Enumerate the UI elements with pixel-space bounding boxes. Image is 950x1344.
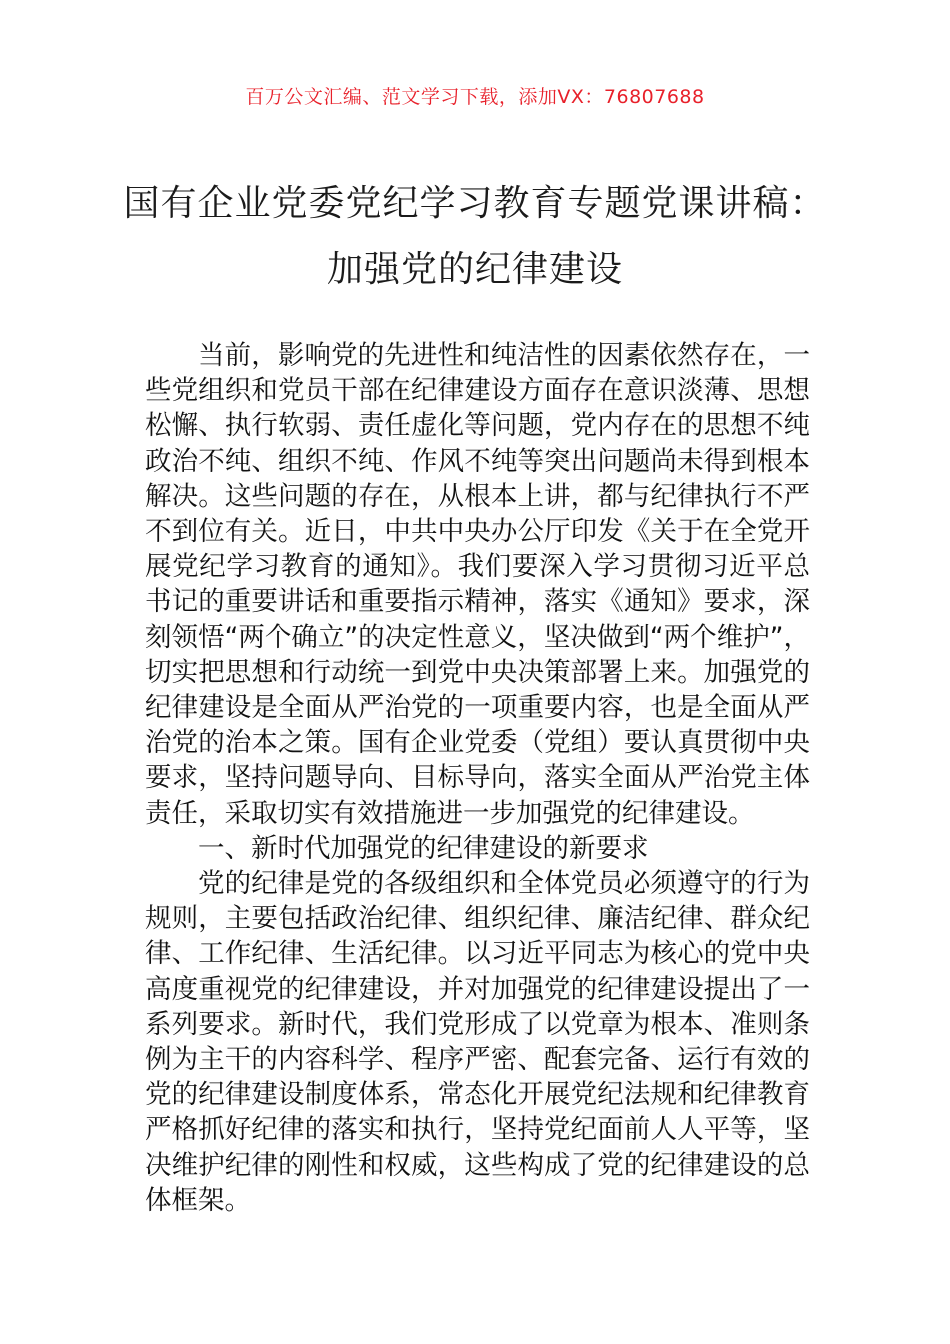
document-title-line-1: 国有企业党委党纪学习教育专题党课讲稿： <box>123 183 827 224</box>
paragraph-intro: 当前，影响党的先进性和纯洁性的因素依然存在，一些党组织和党员干部在纪律建设方面存在意识淡薄、思想松懈、执行软弱、责任虚化等问题，党内存在的思想不纯政治不纯、组织不纯、作风不纯等突出问题尚未得到根本解决。这些问题的存在，从根本上讲，都与纪律执行不严不到位有关。近日，中共中央办公厅印发《关于在全党开展党纪学习教育的通知》。我们要深入学习贯彻习近平总书记的重要讲话和重要指示精神，落实《通知》要求，深刻领悟“两个确立”的决定性意义，坚决做到“两个维护”，切实把思想和行动统一到党中央决策部署上来。加强党的纪律建设是全面从严治党的一项重要内容，也是全面从严治党的治本之策。国有企业党委（党组）要认真贯彻中央要求，坚持问题导向、目标导向，落实全面从严治党主体责任，采取切实有效措施进一步加强党的纪律建设。 <box>145 340 810 829</box>
header-note: 百万公文汇编、范文学习下载，添加VX：76807688 <box>245 86 705 108</box>
document-body <box>145 338 810 1218</box>
document-title-line-2: 加强党的纪律建设 <box>326 249 623 290</box>
section-heading-1: 一、新时代加强党的纪律建设的新要求 <box>198 832 649 864</box>
paragraph-section-1: 党的纪律是党的各级组织和全体党员必须遵守的行为规则，主要包括政治纪律、组织纪律、廉洁纪律、群众纪律、工作纪律、生活纪律。以习近平同志为核心的党中央高度重视党的纪律建设，并对加强党的纪律建设提出了一系列要求。新时代，我们党形成了以党章为根本、准则条例为主干的内容科学、程序严密、配套完备、运行有效的党的纪律建设制度体系，常态化开展党纪法规和纪律教育严格抓好纪律的落实和执行，坚持党纪面前人人平等，坚决维护纪律的刚性和权威，这些构成了党的纪律建设的总体框架。 <box>145 868 810 1216</box>
